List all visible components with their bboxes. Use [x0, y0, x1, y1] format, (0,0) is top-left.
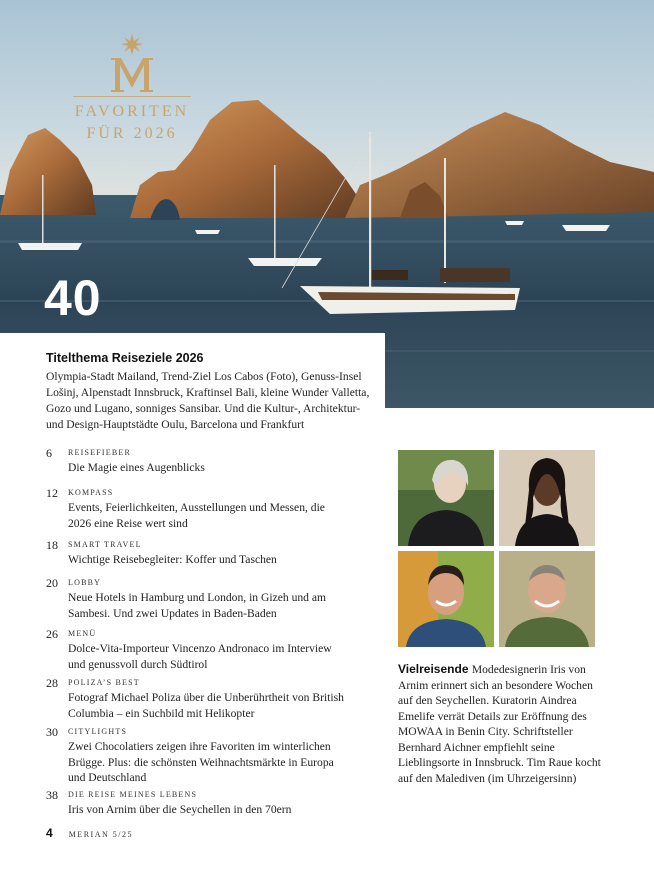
toc-item[interactable] — [46, 538, 346, 576]
merian-favoriten-logo — [72, 32, 192, 145]
toc-item[interactable] — [46, 788, 346, 818]
toc-page-number: 30 — [46, 725, 58, 739]
toc-description: Neue Hotels in Hamburg und London, in Gizeh und am Sambesi. Und zwei Updates in Baden-Baden — [68, 591, 327, 620]
toc-description: Wichtige Reisebegleiter: Koffer und Taschen — [68, 553, 277, 566]
portrait-aindrea-emelife — [499, 450, 595, 546]
portrait-tim-raue — [499, 551, 595, 647]
toc-category: LOBBY — [68, 578, 102, 587]
toc-page-number: 38 — [46, 788, 58, 802]
toc-page-number: 26 — [46, 627, 58, 641]
feature-title: Titelthema Reiseziele 2026 — [46, 351, 204, 365]
feature-page-number: 40 — [44, 270, 102, 326]
toc-category: POLIZA’S BEST — [68, 678, 140, 687]
table-of-contents — [46, 446, 346, 818]
feature-box — [0, 333, 385, 433]
logo-line-1: FAVORITEN — [74, 103, 190, 120]
toc-page-number: 28 — [46, 676, 58, 690]
toc-category: KOMPASS — [68, 488, 114, 497]
toc-category: SMART TRAVEL — [68, 540, 142, 549]
portrait-bernhard-aichner — [398, 551, 494, 647]
toc-item[interactable] — [46, 486, 346, 538]
toc-page-number: 20 — [46, 576, 58, 590]
logo-rule — [73, 96, 191, 97]
page-number: 4 — [46, 826, 53, 840]
toc-description: Iris von Arnim über die Seychellen in den 70ern — [68, 803, 292, 816]
toc-page-number: 18 — [46, 538, 58, 552]
feature-text: Olympia-Stadt Mailand, Trend-Ziel Los Cabos (Foto), Genuss-Insel Lošinj, Alpenstadt Innsbruck, Kraftinsel Bali, kleine Wunder Valletta, Gozo und Lugano, sonniges Sansibar. Und die Kultur-, Architektur- und Design-Hauptstädte Oulu, Barcelona und Frankfurt — [46, 370, 370, 431]
caption-text: Modedesignerin Iris von Arnim erinnert sich an besondere Wochen auf den Seychellen. Kuratorin Aindrea Emelife verrät Details zur Eröffnung des MOWAA in Benin City. Schriftsteller Bernhard Aichner empfiehlt seine Lieblingsorte in Innsbruck. Tim Raue kocht auf den Malediven (im Uhrzeigersinn) — [398, 663, 601, 785]
toc-item[interactable] — [46, 725, 346, 788]
merian-m-logo-icon — [107, 32, 157, 94]
toc-category: CITYLIGHTS — [68, 727, 128, 736]
toc-item[interactable] — [46, 576, 346, 627]
toc-category: DIE REISE MEINES LEBENS — [68, 790, 198, 799]
logo-line-2: FÜR 2026 — [86, 125, 178, 142]
toc-category: REISEFIEBER — [68, 448, 131, 457]
magazine-issue: MERIAN 5/25 — [68, 830, 133, 839]
toc-item[interactable] — [46, 446, 346, 486]
toc-description: Die Magie eines Augenblicks — [68, 461, 205, 474]
toc-description: Dolce-Vita-Importeur Vincenzo Andronaco im Interview und genussvoll durch Südtirol — [68, 642, 332, 671]
portrait-caption — [398, 662, 610, 786]
toc-description: Events, Feierlichkeiten, Ausstellungen und Messen, die 2026 eine Reise wert sind — [68, 501, 325, 530]
toc-item[interactable] — [46, 676, 346, 725]
toc-description: Zwei Chocolatiers zeigen ihre Favoriten im winterlichen Brügge. Plus: die schönsten Weihnachtsmärkte in Europa und Deutschland — [68, 740, 334, 784]
page-footer — [46, 826, 133, 840]
toc-description: Fotograf Michael Poliza über die Unberührtheit von British Columbia – ein Suchbild mit Helikopter — [68, 691, 344, 720]
toc-category: MENÜ — [68, 629, 97, 638]
toc-item[interactable] — [46, 627, 346, 676]
portrait-iris-von-arnim — [398, 450, 494, 546]
caption-lead: Vielreisende — [398, 662, 472, 676]
toc-page-number: 12 — [46, 486, 58, 500]
toc-page-number: 6 — [46, 446, 52, 460]
